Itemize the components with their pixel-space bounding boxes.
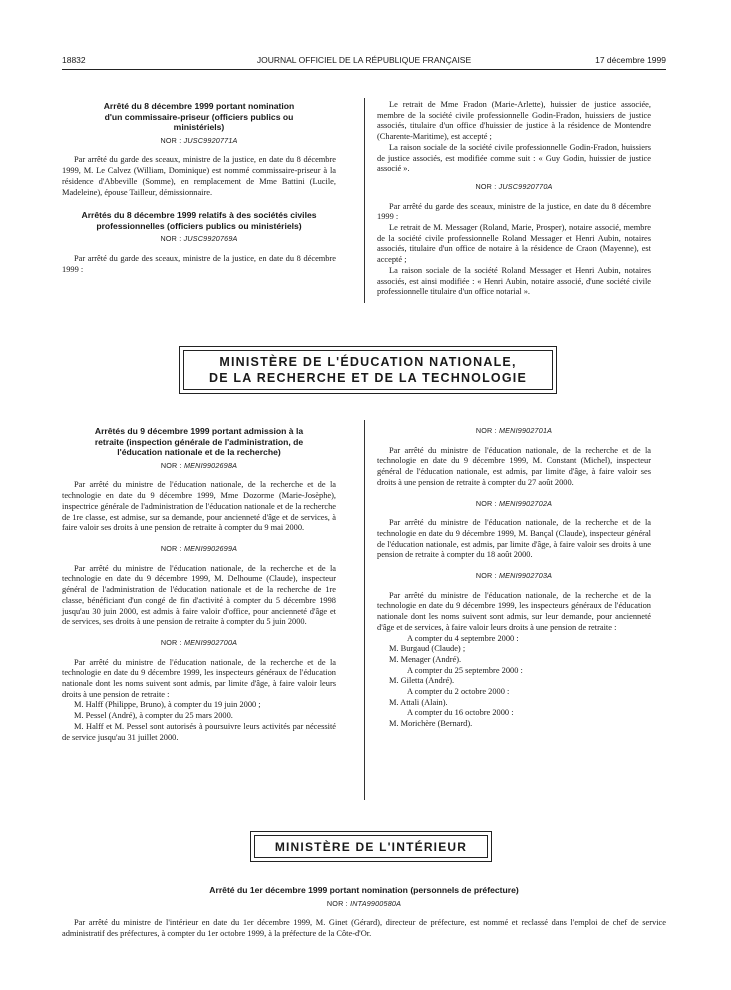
nor-reference: NOR : JUSC9920771A	[160, 135, 238, 145]
article-body: Par arrêté du garde des sceaux, ministre de la justice, en date du 8 décembre 1999, M. Le Calvez (William, Dominique) est nommé commissaire-priseur à la résidence d'Abbeville (Somme), en remplacement de Mme Battini (Lucile, Madeleine), épouse Tailleur, démissionnaire.	[62, 155, 336, 197]
date-subheading: A compter du 4 septembre 2000 :	[407, 633, 519, 643]
article-title: Arrêté du 8 décembre 1999 portant nomination d'un commissaire-priseur (officiers publics ou ministériels)	[103, 101, 295, 133]
article-body: La raison sociale de la société Roland Messager et Henri Aubin, notaires associés, est ainsi modifiée : « Henri Aubin, notaire associé, d'une société civile professionnelle titulaire d'un office notarial ».	[377, 265, 651, 297]
nor-reference: NOR : INTA9900580A	[326, 898, 402, 908]
nor-reference: NOR : MENI9902700A	[160, 637, 238, 647]
nor-reference: NOR : MENI9902699A	[160, 544, 238, 553]
journal-title: JOURNAL OFFICIEL DE LA RÉPUBLIQUE FRANÇAISE	[256, 55, 472, 65]
nor-reference: NOR : MENI9902698A	[160, 460, 238, 470]
article-title: Arrêtés du 9 décembre 1999 portant admission à la retraite (inspection générale de l'administration, de l'éducation nationale et de la recherche)	[94, 426, 304, 458]
page-header	[62, 55, 666, 69]
article-body: Par arrêté du ministre de l'éducation nationale, de la recherche et de la technologie en date du 9 décembre 1999, M. Constant (Michel), inspecteur général de l'éducation nationale, est admis, par limite d'âge, à faire valoir ses droits à une pension de retraite à compter du 27 août 2000.	[377, 445, 651, 487]
article-body: M. Halff et M. Pessel sont autorisés à poursuivre leurs activités par nécessité de service jusqu'au 31 juillet 2000.	[62, 721, 336, 742]
right-column-education	[377, 423, 651, 730]
right-column-top	[377, 100, 651, 298]
nor-reference: NOR : MENI9902701A	[475, 426, 553, 435]
date-subheading: A compter du 16 octobre 2000 :	[407, 708, 514, 718]
ministry-interior-heading: MINISTÈRE DE L'INTÉRIEUR	[250, 831, 492, 862]
article-body: Par arrêté du ministre de l'éducation nationale, de la recherche et de la technologie en date du 9 décembre 1999, les inspecteurs généraux de l'éducation nationale dont les noms suivent sont admis, sur leur demande, pour ancienneté d'âge et de services, à faire valoir leurs droits à une pension de retraite :	[377, 590, 651, 632]
name-entry: M. Morichère (Bernard).	[389, 719, 473, 729]
article-title: Arrêté du 1er décembre 1999 portant nomination (personnels de préfecture)	[209, 885, 519, 895]
article-body: Par arrêté du garde des sceaux, ministre de la justice, en date du 8 décembre 1999 :	[62, 254, 336, 274]
ministry-education-heading: MINISTÈRE DE L'ÉDUCATION NATIONALE, DE LA RECHERCHE ET DE LA TECHNOLOGIE	[179, 346, 557, 394]
name-entry: M. Burgaud (Claude) ;	[389, 644, 466, 654]
article-body: M. Pessel (André), à compter du 25 mars 2000.	[74, 711, 233, 721]
interior-article	[62, 885, 666, 940]
article-title: Arrêtés du 8 décembre 1999 relatifs à des sociétés civiles professionnelles (officiers publics ou ministériels)	[81, 210, 317, 231]
article-body: Par arrêté du ministre de l'éducation nationale, de la recherche et de la technologie en date du 9 décembre 1999, Mme Dozorme (Marie-Josèphe), inspectrice générale de l'administration de l'éducation nationale et de la recherche de 1re classe, est admise, sur sa demande, pour ancienneté d'âge et de services, à faire valoir ses droits à une pension de retraite à compter du 9 mai 2000.	[62, 480, 336, 533]
nor-reference: NOR : JUSC9920769A	[160, 234, 238, 244]
name-entry: M. Attali (Alain).	[389, 697, 448, 707]
left-column-education	[62, 426, 336, 743]
article-body: Le retrait de Mme Fradon (Marie-Arlette), huissier de justice associée, membre de la société civile professionnelle Godin-Fradon, huissiers de justice associés, titulaire d'un office d'huissier de justice à la résidence de Montendre (Charente-Maritime), est accepté ;	[377, 100, 651, 142]
article-body: Le retrait de M. Messager (Roland, Marie, Prosper), notaire associé, membre de la société civile professionnelle Roland Messager et Henri Aubin, notaires associés, titulaire d'un office de notaire à la résidence de Craon (Mayenne), est accepté ;	[377, 223, 651, 265]
article-body: M. Halff (Philippe, Bruno), à compter du 19 juin 2000 ;	[74, 700, 261, 710]
date-subheading: A compter du 25 septembre 2000 :	[407, 665, 523, 675]
date-subheading: A compter du 2 octobre 2000 :	[407, 687, 510, 697]
article-body: Par arrêté du ministre de l'éducation nationale, de la recherche et de la technologie en date du 9 décembre 1999, les inspecteurs généraux de l'éducation nationale dont les noms suivent sont admis, par limite d'âge, à faire valoir leurs droits à une pension de retraite :	[62, 657, 336, 699]
column-divider	[364, 420, 365, 800]
article-body: Par arrêté du ministre de l'éducation nationale, de la recherche et de la technologie en date du 9 décembre 1999, M. Bançal (Claude), inspecteur général de l'éducation nationale, est admis, par limite d'âge, à faire valoir ses droits à une pension de retraite à compter du 18 août 2000.	[377, 518, 651, 560]
page-number: 18832	[62, 55, 86, 65]
name-entry: M. Giletta (André).	[389, 676, 455, 686]
article-body: Par arrêté du garde des sceaux, ministre de la justice, en date du 8 décembre 1999 :	[377, 201, 651, 222]
column-divider	[364, 98, 365, 303]
nor-reference: NOR : JUSC9920770A	[475, 181, 553, 191]
article-body: Par arrêté du ministre de l'éducation nationale, de la recherche et de la technologie en date du 9 décembre 1999, M. Delhoume (Claude), inspecteur général de l'administration de l'éducation nationale et de la recherche de 1re classe, bénéficiant d'un congé de fin d'activité à compter du 5 décembre 1998 jusqu'au 30 juin 2000, est admis à faire valoir d'office, pour ancienneté d'âge et de services, ses droits à une pension de retraite à compter du 5 juin 2000.	[62, 563, 336, 627]
header-rule	[62, 69, 666, 70]
nor-reference: NOR : MENI9902703A	[475, 571, 553, 581]
article-body: La raison sociale de la société civile professionnelle Godin-Fradon, huissiers de justice associés, est modifiée comme suit : « Guy Godin, huissier de justice associé ».	[377, 142, 651, 174]
left-column-top	[62, 101, 336, 276]
name-entry: M. Menager (André).	[389, 654, 462, 664]
header-date: 17 décembre 1999	[595, 55, 666, 65]
article-body: Par arrêté du ministre de l'intérieur en date du 1er décembre 1999, M. Ginet (Gérard), directeur de préfecture, est nommé et reclassé dans l'emploi de chef de service administratif des préfectures, à compter du 1er octobre 1999, à la préfecture de la Côte-d'Or.	[62, 918, 666, 938]
nor-reference: NOR : MENI9902702A	[475, 498, 553, 508]
